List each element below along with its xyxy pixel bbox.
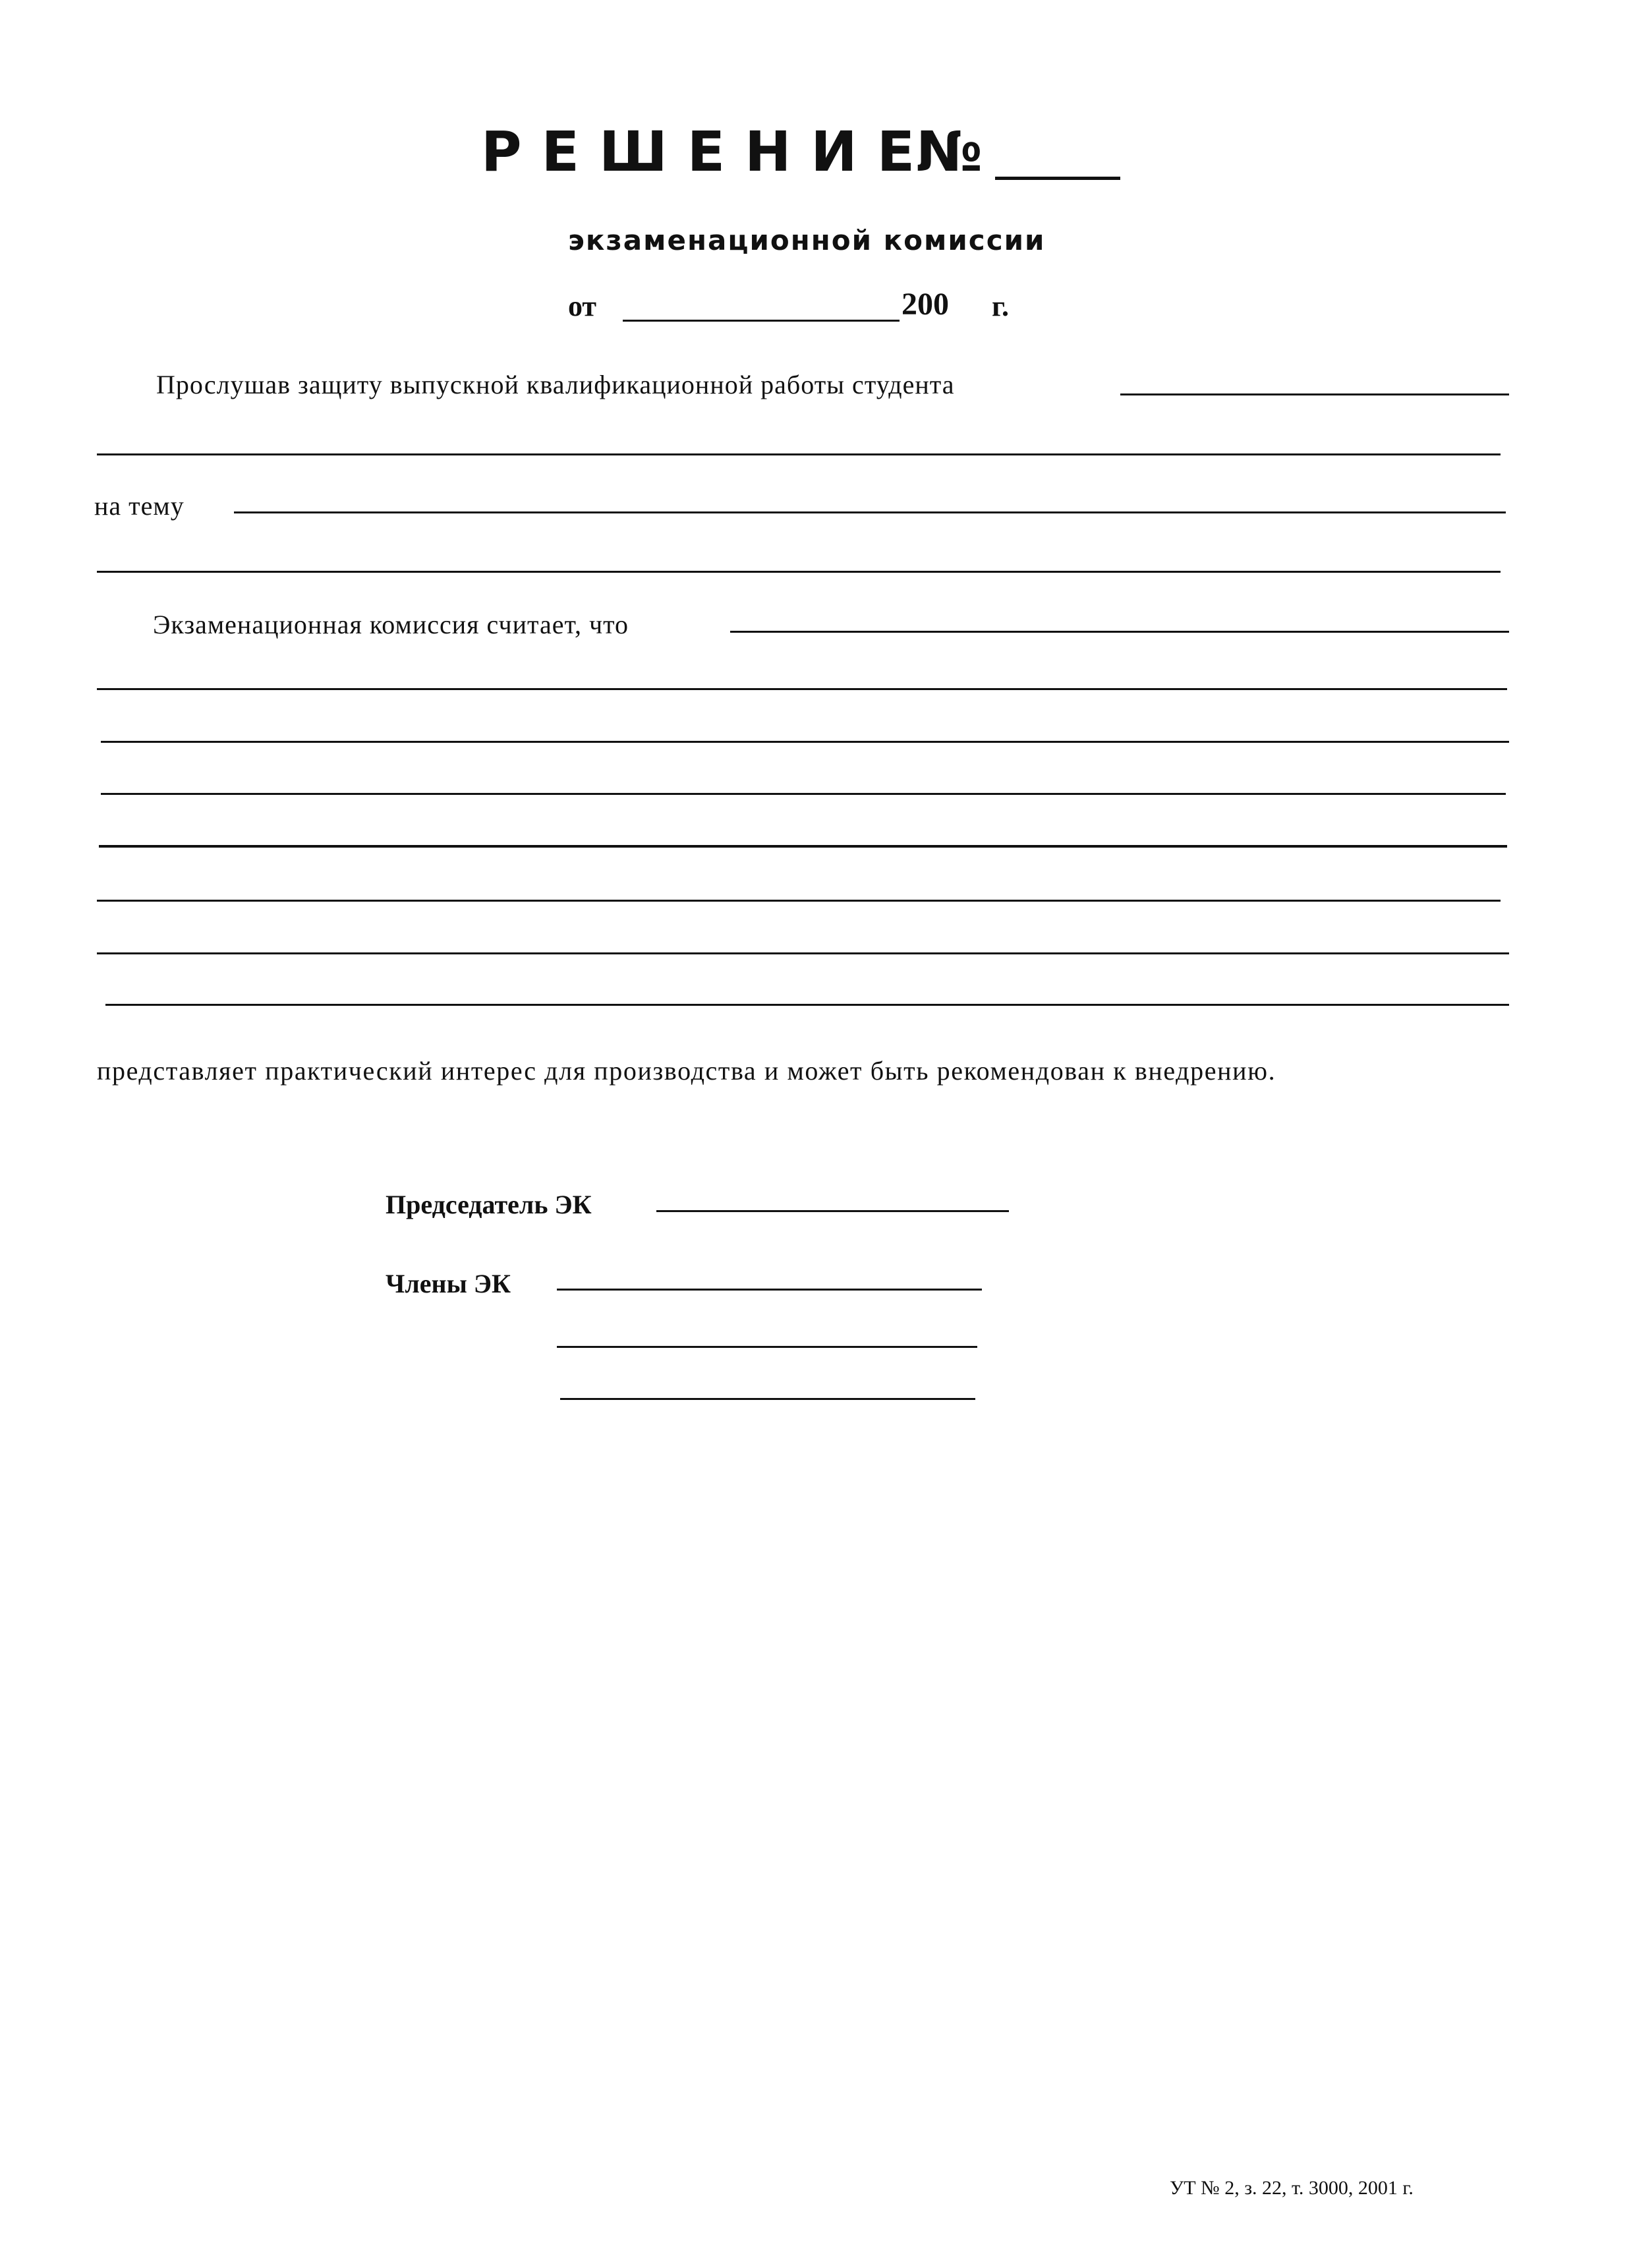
topic-field[interactable] [234,511,1506,513]
date-field[interactable] [623,320,900,322]
conclusion-text: представляет практический интерес для производства и может быть рекомендован к внедрению. [97,1056,1276,1086]
student-name-field[interactable] [1120,393,1509,395]
date-prefix: от [568,290,597,322]
commission-opinion-line-6[interactable] [97,900,1501,902]
members-label: Члены ЭК [386,1269,511,1298]
commission-opinion-line-3[interactable] [101,741,1509,743]
commission-opinion-line-8[interactable] [105,1004,1509,1006]
topic-field-continued[interactable] [97,571,1501,573]
number-sign: № [916,119,983,184]
print-info: УТ № 2, з. 22, т. 3000, 2001 г. [1170,2177,1414,2199]
chairman-signature-field[interactable] [656,1210,1009,1212]
commission-intro-text: Экзаменационная комиссия считает, что [153,610,629,639]
student-intro-text: Прослушав защиту выпускной квалификационной работы студента [156,370,955,399]
date-year: 200 [901,287,949,322]
document-title: РЕШЕНИЕ [481,119,935,184]
commission-opinion-line-4[interactable] [101,793,1506,795]
commission-opinion-line-2[interactable] [97,688,1507,690]
member-signature-field-2[interactable] [557,1346,977,1348]
commission-opinion-line-5[interactable] [99,845,1507,848]
decision-number-field[interactable] [995,177,1120,180]
date-year-suffix: г. [992,290,1010,322]
commission-opinion-line-7[interactable] [97,952,1509,954]
chairman-label: Председатель ЭК [386,1190,592,1219]
student-name-field-continued[interactable] [97,453,1501,455]
topic-label: на тему [94,491,185,521]
commission-opinion-field[interactable] [730,631,1509,633]
document-subtitle: экзаменационной комиссии [568,224,1046,256]
member-signature-field-3[interactable] [560,1398,975,1400]
member-signature-field-1[interactable] [557,1289,982,1291]
